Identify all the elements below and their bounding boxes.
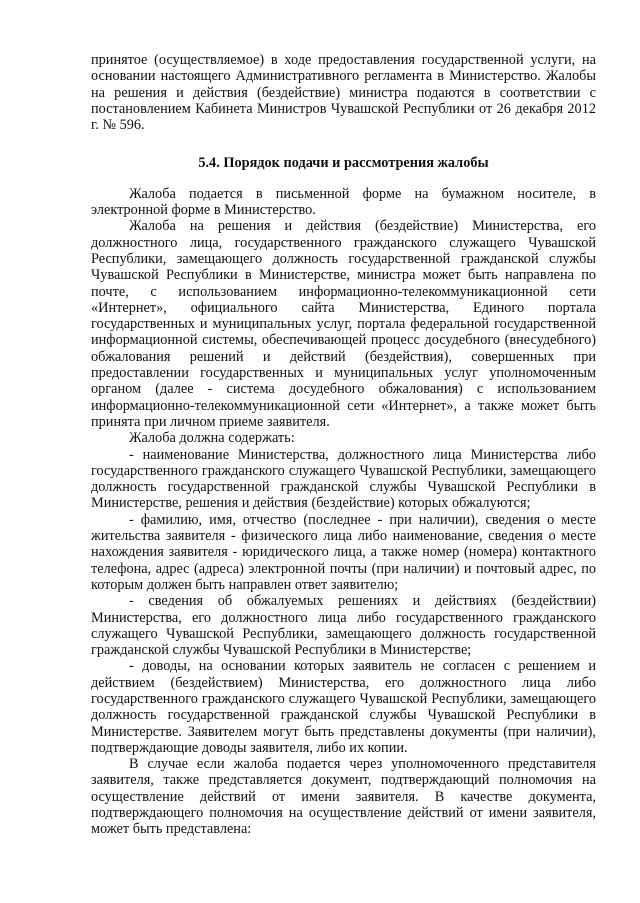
paragraph-submission-channels: Жалоба на решения и действия (бездействие) Министерства, его должностного лица, государственного гражданского служащего Чувашской Республики, замещающего должность государственной гражданской службы Чувашской Республики в Министерстве, министра может быть направлена по почте, с использованием информационно-телекоммуникационной сети «Интернет», официального сайта Министерства, Единого портала государственных и муниципальных услуг, портала федеральной государственной информационной системы, обеспечивающей процесс досудебного (внесудебного) обжалования решений и действий (бездействия), совершенных при предоставлении государственных и муниципальных услуг уполномоченным органом (далее - система досудебного обжалования) с использованием информационно-телекоммуникационной сети «Интернет», а также может быть принята при личном приеме заявителя. [91, 218, 596, 430]
list-item-arguments: - доводы, на основании которых заявитель не согласен с решением и действием (бездействием) Министерства, его должностного лица либо государственного гражданского служащего Чувашской Республики, замещающего должность государственной гражданской службы Чувашской Республики в Министерстве. Заявителем могут быть представлены документы (при наличии), подтверждающие доводы заявителя, либо их копии. [91, 658, 596, 756]
section-heading: 5.4. Порядок подачи и рассмотрения жалобы [198, 155, 489, 172]
paragraph-contents-intro: Жалоба должна содержать: [129, 430, 295, 447]
list-item-applicant-details: - фамилию, имя, отчество (последнее - при наличии), сведения о месте жительства заявителя - физического лица либо наименование, сведения о месте нахождения заявителя - юридического лица, а также номер (номера) контактного телефона, адрес (адреса) электронной почты (при наличии) и почтовый адрес, по которым должен быть направлен ответ заявителю; [91, 511, 596, 593]
paragraph-submission-form: Жалоба подается в письменной форме на бумажном носителе, в электронной форме в Министерство. [91, 185, 596, 219]
paragraph-representative: В случае если жалоба подается через уполномоченного представителя заявителя, также представляется документ, подтверждающий полномочия на осуществление действий от имени заявителя. В качестве документа, подтверждающего полномочия на осуществление действий от имени заявителя, может быть представлена: [91, 756, 596, 838]
list-item-name: - наименование Министерства, должностного лица Министерства либо государственного гражданского служащего Чувашской Республики, замещающего должность государственной гражданской службы Чувашской Республики в Министерстве, решения и действия (бездействие) которых обжалуются; [91, 446, 596, 512]
intro-paragraph: принятое (осуществляемое) в ходе предоставления государственной услуги, на основании настоящего Административного регламента в Министерство. Жалобы на решения и действия (бездействие) министра подаются в соответствии с постановлением Кабинета Министров Чувашской Республики от 26 декабря 2012 г. № 596. [91, 52, 596, 134]
list-item-appealed-decisions: - сведения об обжалуемых решениях и действиях (бездействии) Министерства, его должностного лица либо государственного гражданского служащего Чувашской Республики, замещающего должность государственной гражданской службы Чувашской Республики в Министерстве; [91, 593, 596, 659]
